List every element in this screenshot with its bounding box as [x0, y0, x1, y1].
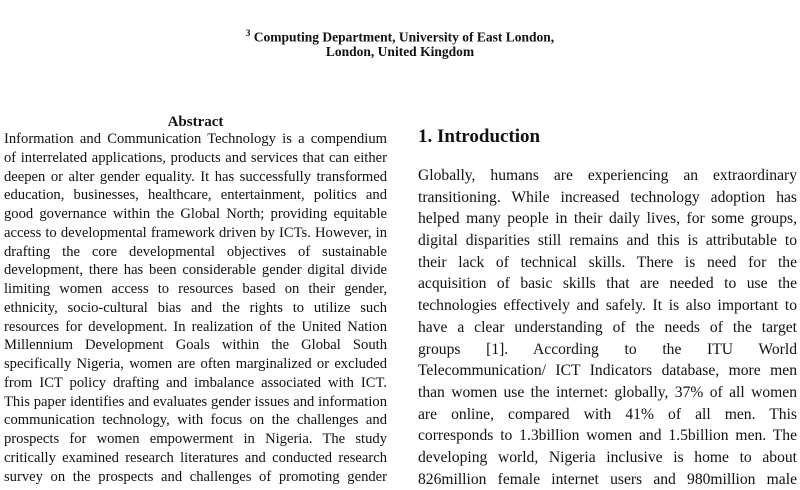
abstract-text-line: access to developmental framework driven by ICTs. However, in — [4, 224, 387, 241]
introduction-heading: 1. Introduction — [418, 126, 541, 147]
introduction-text-line: than women use the internet: globally, 37% of all women — [418, 383, 797, 401]
abstract-text-line: development, there has been considerable gender digital divide — [4, 262, 387, 279]
abstract-text-line: from ICT policy drafting and imbalance associated with ICT. — [4, 374, 387, 391]
abstract-text-line: education, businesses, healthcare, entertainment, politics and — [4, 187, 387, 204]
introduction-text-line: their lack of technical skills. There is need for the — [418, 253, 797, 271]
affiliation-superscript: 3 — [245, 28, 251, 38]
abstract-text-line: good governance within the Global North; providing equitable — [4, 206, 387, 222]
introduction-text-line: transitioning. While increased technology adoption has — [418, 188, 797, 206]
introduction-text-line: 826million female internet users and 980million male — [418, 470, 797, 488]
abstract-text-line: survey on the prospects and challenges of promoting gender — [4, 468, 387, 485]
abstract-text-line: critically examined research literatures and conducted research — [4, 449, 387, 466]
abstract-text-line: limiting women access to resources based on their gender, — [4, 281, 387, 297]
abstract-text-line: drafting the core developmental objectives of sustainable — [4, 243, 387, 260]
abstract-text-line: communication technology, with focus on the challenges and — [4, 412, 387, 429]
introduction-text-line: corresponds to 1.3billion women and 1.5billion men. The — [418, 427, 797, 445]
affiliation-line-2: London, United Kingdom — [325, 44, 475, 59]
introduction-text-line: technologies effectively and safely. It is also important to — [418, 297, 797, 315]
introduction-text-line: have a clear understanding of the needs of the target — [418, 318, 797, 336]
introduction-text-line: digital disparities still remains and this is attributable to — [418, 232, 797, 250]
introduction-text-line: are online, compared with 41% of all men. This — [418, 405, 797, 423]
abstract-text-line: resources for development. In realization of the United Nation — [4, 318, 387, 335]
affiliation-line-1 — [0, 28, 800, 46]
introduction-text-line: Telecommunication/ ICT Indicators database, more men — [418, 362, 797, 380]
abstract-text-line: Millennium Development Goals within the Global South — [4, 337, 387, 354]
abstract-title: Abstract — [167, 114, 224, 130]
introduction-body — [418, 165, 797, 490]
introduction-text-line: developing world, Nigeria inclusive is home to about — [418, 448, 797, 466]
abstract-text-line: deepen or alter gender equality. It has successfully transformed — [4, 168, 387, 185]
abstract-text-line: Information and Communication Technology is a compendium — [4, 131, 387, 147]
abstract-text-line: ethnicity, socio-cultural bias and the rights to utilize such — [4, 299, 387, 316]
abstract-text-line: specifically Nigeria, women are often marginalized or excluded — [4, 356, 387, 372]
introduction-text-line: groups [1]. According to the ITU World — [418, 340, 797, 358]
abstract-text-line: This paper identifies and evaluates gender issues and information — [4, 393, 387, 410]
abstract-text-line: of interrelated applications, products and services that can either — [4, 149, 387, 166]
affiliation-department: Computing Department, University of East London, — [253, 29, 555, 45]
introduction-text-line: helped many people in their daily lives, for some groups, — [418, 210, 797, 228]
introduction-text-line: acquisition of basic skills that are needed to use the — [418, 275, 797, 293]
abstract-body — [4, 130, 387, 486]
introduction-text-line: Globally, humans are experiencing an extraordinary — [418, 167, 797, 184]
abstract-text-line: prospects for women empowerment in Nigeria. The study — [4, 431, 387, 447]
